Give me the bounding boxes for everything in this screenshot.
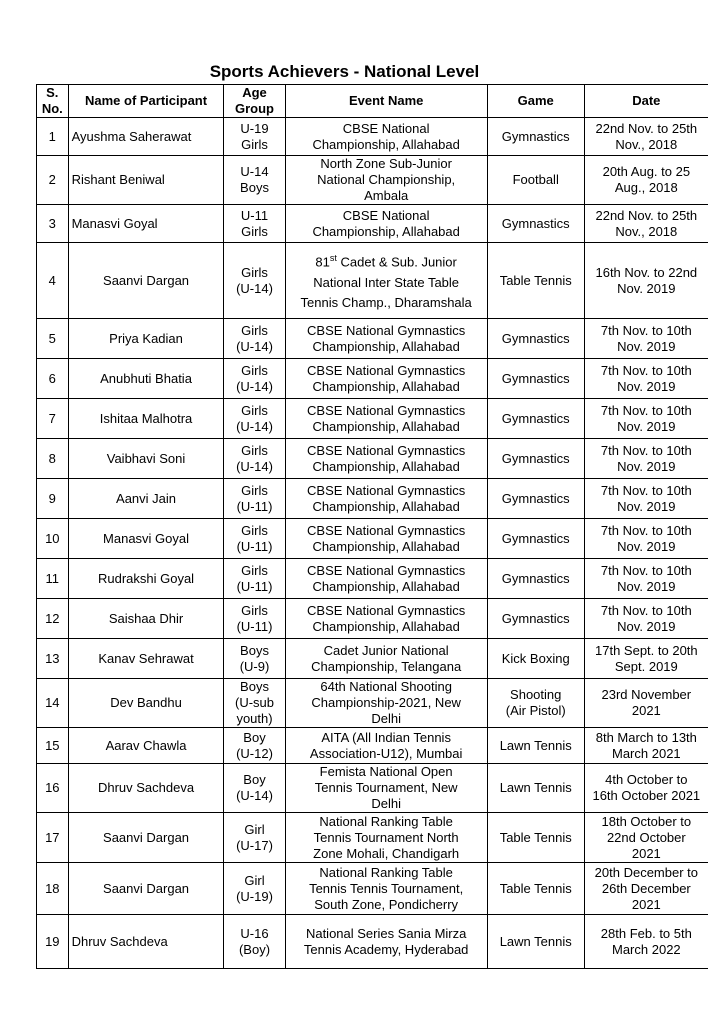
- cell-date: 17th Sept. to 20th Sept. 2019: [584, 639, 708, 679]
- cell-game: Gymnastics: [487, 479, 584, 519]
- cell-event-name: North Zone Sub-Junior National Championship, Ambala: [285, 156, 487, 205]
- table-row: [37, 243, 708, 319]
- cell-game: Shooting (Air Pistol): [487, 679, 584, 728]
- cell-date: 7th Nov. to 10th Nov. 2019: [584, 599, 708, 639]
- cell-event-name: CBSE National Gymnastics Championship, Allahabad: [285, 439, 487, 479]
- cell-sno: 17: [37, 813, 69, 863]
- cell-game: Gymnastics: [487, 599, 584, 639]
- cell-age-group: Girls (U-14): [224, 439, 285, 479]
- cell-game: Gymnastics: [487, 319, 584, 359]
- cell-date: 22nd Nov. to 25th Nov., 2018: [584, 118, 708, 156]
- cell-date: 7th Nov. to 10th Nov. 2019: [584, 359, 708, 399]
- cell-sno: 5: [37, 319, 69, 359]
- cell-sno: 10: [37, 519, 69, 559]
- table-row: [37, 479, 708, 519]
- table-row: [37, 915, 708, 969]
- cell-date: 4th October to 16th October 2021: [584, 764, 708, 813]
- table-row: [37, 599, 708, 639]
- cell-event-name: Cadet Junior National Championship, Telangana: [285, 639, 487, 679]
- cell-sno: 9: [37, 479, 69, 519]
- cell-game: Gymnastics: [487, 559, 584, 599]
- cell-participant-name: Dev Bandhu: [68, 679, 224, 728]
- table-body: [37, 118, 708, 969]
- cell-age-group: Boy (U-14): [224, 764, 285, 813]
- cell-sno: 19: [37, 915, 69, 969]
- cell-participant-name: Kanav Sehrawat: [68, 639, 224, 679]
- cell-age-group: U-11 Girls: [224, 205, 285, 243]
- cell-event-name: AITA (All Indian Tennis Association-U12), Mumbai: [285, 728, 487, 764]
- achievers-table: [36, 84, 708, 969]
- page-title: Sports Achievers - National Level: [209, 62, 480, 81]
- col-header-event-name: Event Name: [285, 85, 487, 118]
- col-header-game: Game: [487, 85, 584, 118]
- cell-sno: 11: [37, 559, 69, 599]
- cell-sno: 6: [37, 359, 69, 399]
- table-row: [37, 679, 708, 728]
- cell-event-name: [285, 243, 487, 319]
- cell-sno: 18: [37, 863, 69, 915]
- cell-date: 20th Aug. to 25 Aug., 2018: [584, 156, 708, 205]
- event-name-rest: Cadet & Sub. Junior National Inter State Table Tennis Champ., Dharamshala: [300, 254, 472, 310]
- cell-sno: 4: [37, 243, 69, 319]
- table-row: [37, 728, 708, 764]
- col-header-sno: S. No.: [37, 85, 69, 118]
- cell-event-name: CBSE National Championship, Allahabad: [285, 205, 487, 243]
- cell-game: Gymnastics: [487, 359, 584, 399]
- cell-event-name: National Ranking Table Tennis Tournament North Zone Mohali, Chandigarh: [285, 813, 487, 863]
- table-row: [37, 439, 708, 479]
- cell-game: Table Tennis: [487, 863, 584, 915]
- cell-age-group: Girl (U-17): [224, 813, 285, 863]
- cell-date: 7th Nov. to 10th Nov. 2019: [584, 399, 708, 439]
- cell-game: Football: [487, 156, 584, 205]
- cell-participant-name: Saanvi Dargan: [68, 863, 224, 915]
- col-header-age-group: Age Group: [224, 85, 285, 118]
- cell-event-name: 64th National Shooting Championship-2021, New Delhi: [285, 679, 487, 728]
- cell-sno: 1: [37, 118, 69, 156]
- col-header-name: Name of Participant: [68, 85, 224, 118]
- cell-game: Table Tennis: [487, 243, 584, 319]
- event-name-prefix: 81: [315, 254, 330, 270]
- cell-participant-name: Ishitaa Malhotra: [68, 399, 224, 439]
- cell-game: Lawn Tennis: [487, 764, 584, 813]
- cell-game: Lawn Tennis: [487, 728, 584, 764]
- cell-sno: 2: [37, 156, 69, 205]
- cell-date: 7th Nov. to 10th Nov. 2019: [584, 319, 708, 359]
- cell-sno: 12: [37, 599, 69, 639]
- cell-game: Table Tennis: [487, 813, 584, 863]
- table-row: [37, 359, 708, 399]
- cell-date: 28th Feb. to 5th March 2022: [584, 915, 708, 969]
- cell-age-group: Boy (U-12): [224, 728, 285, 764]
- cell-sno: 15: [37, 728, 69, 764]
- cell-participant-name: Aanvi Jain: [68, 479, 224, 519]
- cell-event-name: CBSE National Gymnastics Championship, Allahabad: [285, 319, 487, 359]
- cell-participant-name: Vaibhavi Soni: [68, 439, 224, 479]
- cell-age-group: Girls (U-11): [224, 599, 285, 639]
- cell-event-name: CBSE National Gymnastics Championship, Allahabad: [285, 359, 487, 399]
- cell-age-group: U-19 Girls: [224, 118, 285, 156]
- cell-game: Gymnastics: [487, 399, 584, 439]
- cell-date: 23rd November 2021: [584, 679, 708, 728]
- cell-game: Kick Boxing: [487, 639, 584, 679]
- table-row: [37, 559, 708, 599]
- cell-event-name: CBSE National Gymnastics Championship, Allahabad: [285, 599, 487, 639]
- table-row: [37, 118, 708, 156]
- cell-participant-name: Anubhuti Bhatia: [68, 359, 224, 399]
- cell-participant-name: Dhruv Sachdeva: [68, 915, 224, 969]
- cell-date: 16th Nov. to 22nd Nov. 2019: [584, 243, 708, 319]
- cell-participant-name: Manasvi Goyal: [68, 519, 224, 559]
- cell-age-group: Boys (U-sub youth): [224, 679, 285, 728]
- cell-date: 7th Nov. to 10th Nov. 2019: [584, 559, 708, 599]
- cell-event-name: National Series Sania Mirza Tennis Academy, Hyderabad: [285, 915, 487, 969]
- cell-game: Gymnastics: [487, 519, 584, 559]
- cell-game: Gymnastics: [487, 118, 584, 156]
- col-header-date: Date: [584, 85, 708, 118]
- cell-age-group: Girl (U-19): [224, 863, 285, 915]
- cell-date: 7th Nov. to 10th Nov. 2019: [584, 439, 708, 479]
- cell-date: 8th March to 13th March 2021: [584, 728, 708, 764]
- cell-date: 18th October to 22nd October 2021: [584, 813, 708, 863]
- cell-event-name: CBSE National Gymnastics Championship, Allahabad: [285, 399, 487, 439]
- cell-age-group: Girls (U-11): [224, 559, 285, 599]
- table-row: [37, 764, 708, 813]
- cell-age-group: U-16 (Boy): [224, 915, 285, 969]
- cell-date: 7th Nov. to 10th Nov. 2019: [584, 479, 708, 519]
- cell-event-name: National Ranking Table Tennis Tennis Tournament, South Zone, Pondicherry: [285, 863, 487, 915]
- cell-participant-name: Manasvi Goyal: [68, 205, 224, 243]
- cell-age-group: Girls (U-14): [224, 399, 285, 439]
- cell-event-name: CBSE National Gymnastics Championship, Allahabad: [285, 479, 487, 519]
- cell-participant-name: Saishaa Dhir: [68, 599, 224, 639]
- cell-date: 7th Nov. to 10th Nov. 2019: [584, 519, 708, 559]
- cell-event-name: CBSE National Gymnastics Championship, Allahabad: [285, 519, 487, 559]
- cell-participant-name: Saanvi Dargan: [68, 813, 224, 863]
- cell-event-name: CBSE National Championship, Allahabad: [285, 118, 487, 156]
- cell-game: Lawn Tennis: [487, 915, 584, 969]
- cell-event-name: Femista National Open Tennis Tournament, New Delhi: [285, 764, 487, 813]
- cell-age-group: Girls (U-14): [224, 319, 285, 359]
- cell-participant-name: Ayushma Saherawat: [68, 118, 224, 156]
- table-row: [37, 863, 708, 915]
- cell-event-name: CBSE National Gymnastics Championship, Allahabad: [285, 559, 487, 599]
- cell-game: Gymnastics: [487, 205, 584, 243]
- cell-date: 22nd Nov. to 25th Nov., 2018: [584, 205, 708, 243]
- table-row: [37, 399, 708, 439]
- table-row: [37, 156, 708, 205]
- event-ordinal-suffix: st: [329, 253, 337, 264]
- cell-participant-name: Dhruv Sachdeva: [68, 764, 224, 813]
- cell-participant-name: Rudrakshi Goyal: [68, 559, 224, 599]
- cell-sno: 7: [37, 399, 69, 439]
- cell-age-group: Girls (U-14): [224, 359, 285, 399]
- cell-date: 20th December to 26th December 2021: [584, 863, 708, 915]
- cell-participant-name: Priya Kadian: [68, 319, 224, 359]
- cell-age-group: U-14 Boys: [224, 156, 285, 205]
- header-row: [37, 85, 708, 118]
- cell-age-group: Girls (U-11): [224, 519, 285, 559]
- table-row: [37, 813, 708, 863]
- table-row: [37, 205, 708, 243]
- cell-age-group: Girls (U-14): [224, 243, 285, 319]
- cell-sno: 13: [37, 639, 69, 679]
- table-row: [37, 519, 708, 559]
- cell-sno: 3: [37, 205, 69, 243]
- cell-sno: 8: [37, 439, 69, 479]
- cell-age-group: Girls (U-11): [224, 479, 285, 519]
- cell-game: Gymnastics: [487, 439, 584, 479]
- cell-participant-name: Saanvi Dargan: [68, 243, 224, 319]
- cell-participant-name: Rishant Beniwal: [68, 156, 224, 205]
- cell-age-group: Boys (U-9): [224, 639, 285, 679]
- table-row: [37, 639, 708, 679]
- cell-participant-name: Aarav Chawla: [68, 728, 224, 764]
- cell-sno: 14: [37, 679, 69, 728]
- cell-sno: 16: [37, 764, 69, 813]
- table-row: [37, 319, 708, 359]
